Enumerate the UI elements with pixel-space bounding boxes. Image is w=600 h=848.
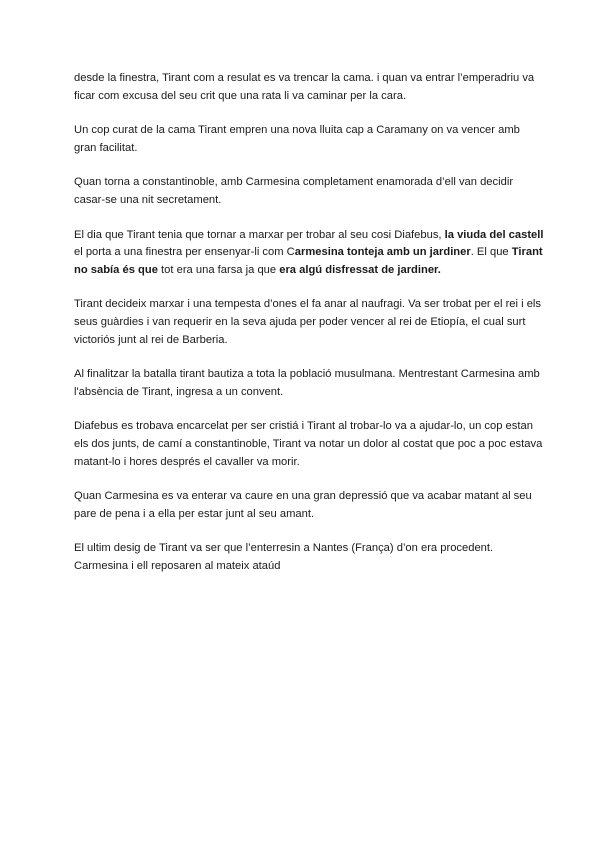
bold-text-run: era algú disfressat de jardiner. (279, 263, 441, 276)
paragraph (74, 227, 544, 280)
paragraph (74, 366, 544, 401)
text-run: tot era una farsa ja que (157, 263, 280, 276)
text-run: Quan torna a constantinoble, amb Carmesina completament enamorada d’ell van decidir casar-se una nit secretament. (74, 176, 514, 206)
bold-text-run: Tirant no sabía és que (74, 246, 543, 276)
bold-text-run: la viuda del castell (444, 228, 544, 241)
text-run: . El que (470, 246, 512, 259)
paragraph (74, 70, 544, 105)
paragraph (74, 122, 544, 157)
text-run: Al finalitzar la batalla tirant bautiza a tota la població musulmana. Mentrestant Carmesina amb l'absència de Tirant, ingresa a un convent. (74, 368, 540, 398)
bold-text-run: armesina tonteja amb un jardiner (294, 246, 471, 259)
text-run: el porta a una finestra per ensenyar-li com C (74, 246, 295, 259)
text-run: desde la finestra, Tirant com a resulat es va trencar la cama. i quan va entrar l’emperadriu va ficar com excusa del seu crit que una rata li va caminar per la cara. (74, 72, 535, 102)
paragraph (74, 488, 544, 523)
text-run: Diafebus es trobava encarcelat per ser cristiá i Tirant al trobar-lo va a ajudar-lo, un cop estan els dos junts, de camí a constantinoble, Tirant va notar un dolor al costat que poc a poc estava matant-lo i hores després el cavaller va morir. (74, 420, 543, 468)
paragraph (74, 296, 544, 349)
paragraph (74, 418, 544, 471)
document-body (74, 70, 544, 592)
text-run: El dia que Tirant tenia que tornar a marxar per trobar al seu cosi Diafebus, (74, 228, 445, 241)
text-run: Quan Carmesina es va enterar va caure en una gran depressió que va acabar matant al seu pare de pena i a ella per estar junt al seu amant. (74, 490, 532, 520)
text-run: Tirant decideix marxar i una tempesta d’ones el fa anar al naufragi. Va ser trobat per el rei i els seus guàrdies i van requerir en la seva ajuda per poder vencer al rei de Etiopía, el cual surt victoriós junt al rei de Barberia. (74, 298, 542, 346)
text-run: Un cop curat de la cama Tirant empren una nova lluita cap a Caramany on va vencer amb gran facilitat. (74, 124, 520, 154)
paragraph (74, 174, 544, 209)
text-run: El ultim desig de Tirant va ser que l’enterresin a Nantes (França) d’on era procedent. Carmesina i ell reposaren al mateix ataúd (74, 542, 494, 572)
paragraph (74, 540, 544, 575)
